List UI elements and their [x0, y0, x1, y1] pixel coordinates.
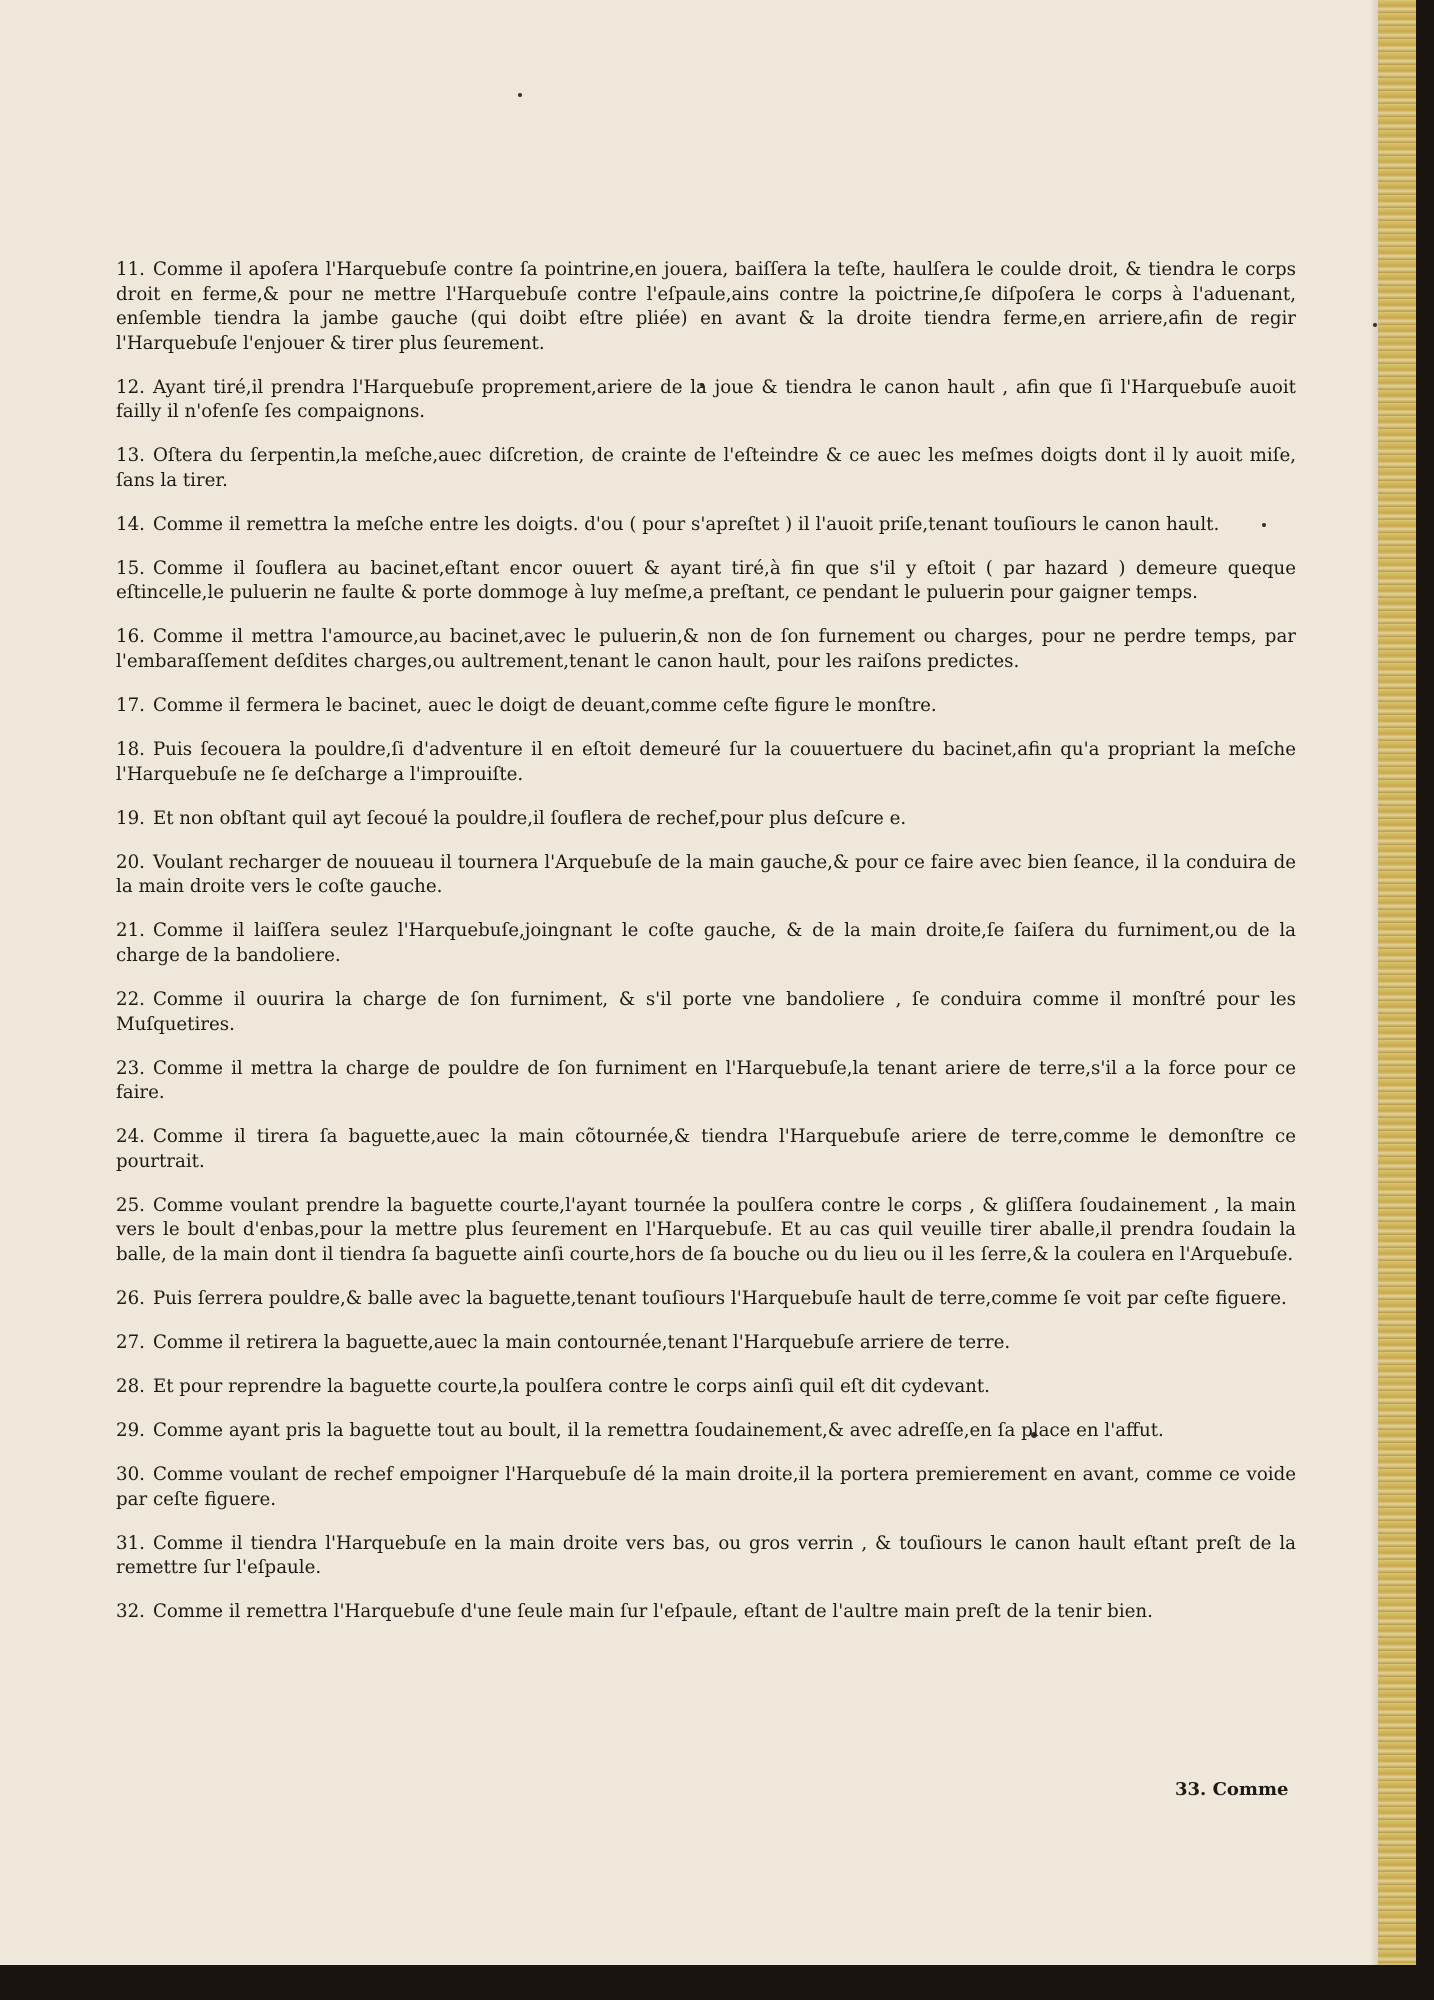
paragraph: 30. Comme voulant de rechef empoigner l'Harquebuſe dé la main droite,il la portera premierement en avant, comme ce voide par ceſte figuere. [116, 1464, 1296, 1510]
paragraph: 21. Comme il laiſſera seulez l'Harquebuſe,joingnant le coſte gauche, & de la main droite,ſe ſaiſera du furniment,ou de la charge de la bandoliere. [116, 920, 1296, 966]
paragraph: 32. Comme il remettra l'Harquebuſe d'une ſeule main ſur l'eſpaule, eſtant de l'aultre main preſt de la tenir bien. [116, 1601, 1153, 1623]
paragraph: 12. Ayant tiré,il prendra l'Harquebuſe proprement,ariere de la joue & tiendra le canon hault , afin que ſi l'Harquebuſe auoit failly il n'ofenſe ſes compaignons. [116, 376, 1296, 423]
paragraph: 16. Comme il mettra l'amource,au bacinet,avec le puluerin,& non de ſon furnement ou charges, pour ne perdre temps, par l'embaraſſement deſdites charges,ou aultrement,tenant le canon hault, pour les raiſons predictes. [116, 626, 1296, 672]
paragraph: 22. Comme il ouurira la charge de ſon furniment, & s'il porte vne bandoliere , ſe conduira comme il monſtré pour les Muſquetires. [116, 989, 1296, 1035]
gilded-page-edge [1378, 0, 1416, 1965]
paragraph: 20. Voulant recharger de nouueau il tournera l'Arquebuſe de la main gauche,& pour ce faire avec bien ſeance, il la conduira de la main droite vers le coſte gauche. [116, 851, 1296, 898]
paragraph: 28. Et pour reprendre la baguette courte,la poulſera contre le corps ainſi quil eſt dit cydevant. [116, 1376, 990, 1398]
paragraph: 13. Oſtera du ſerpentin,la meſche,auec diſcretion, de crainte de l'eſteindre & ce auec les meſmes doigts dont il ly auoit miſe, ſans la tirer. [116, 445, 1296, 491]
catchword: 33. Comme [1175, 1779, 1289, 1800]
paragraph: 26. Puis ſerrera pouldre,& balle avec la baguette,tenant touſiours l'Harquebuſe hault de terre,comme ſe voit par ceſte figuere. [116, 1287, 1287, 1309]
paragraph: 17. Comme il fermera le bacinet, auec le doigt de deuant,comme ceſte figure le monſtre. [116, 695, 937, 717]
paragraph: 31. Comme il tiendra l'Harquebuſe en la main droite vers bas, ou gros verrin , & touſiours le canon hault eſtant preſt de la remettre ſur l'eſpaule. [116, 1532, 1296, 1579]
paragraph: 14. Comme il remettra la meſche entre les doigts. d'ou ( pour s'apreſtet ) il l'auoit priſe,tenant touſiours le canon hault. [116, 513, 1220, 535]
ink-speck [518, 93, 522, 97]
body-text [116, 258, 1296, 1645]
paragraph: 11. Comme il apoſera l'Harquebuſe contre ſa pointrine,en jouera, baiſſera la teſte, haulſera le coulde droit, & tiendra le corps droit en ferme,& pour ne mettre l'Harquebuſe contre l'eſpaule,ains contre la poictrine,ſe diſpoſera le corps à l'aduenant, enſemble tiendra la jambe gauche (qui doibt eſtre pliée) en avant & la droite tiendra ferme,en arriere,afin de regir l'Harquebuſe l'enjouer & tirer plus ſeurement. [116, 259, 1296, 354]
paragraph: 24. Comme il tirera ſa baguette,auec la main cõtournée,& tiendra l'Harquebuſe ariere de terre,comme le demonſtre ce pourtrait. [116, 1126, 1296, 1172]
paragraph: 25. Comme voulant prendre la baguette courte,l'ayant tournée la poulſera contre le corps , & gliſſera ſoudainement , la main vers le boult d'enbas,pour la mettre plus ſeurement en l'Harquebuſe. Et au cas quil veuille tirer aballe,il prendra ſoudain la balle, de la main dont il tiendra ſa baguette ainſi courte,hors de ſa bouche ou du lieu ou il les ſerre,& la coulera en l'Arquebuſe. [116, 1194, 1296, 1265]
paragraph: 18. Puis ſecouera la pouldre,ſi d'adventure il en eſtoit demeuré ſur la couuertuere du bacinet,afin qu'a propriant la meſche l'Harquebuſe ne ſe deſcharge a l'improuiſte. [116, 739, 1296, 785]
paragraph: 19. Et non obſtant quil ayt ſecoué la pouldre,il ſouflera de rechef,pour plus deſcure e. [116, 807, 907, 829]
ink-speck [1373, 323, 1377, 327]
paragraph: 27. Comme il retirera la baguette,auec la main contournée,tenant l'Harquebuſe arriere de terre. [116, 1332, 1011, 1353]
paragraph: 23. Comme il mettra la charge de pouldre de ſon furniment en l'Harquebuſe,la tenant ariere de terre,s'il a la force pour ce faire. [116, 1057, 1296, 1104]
paragraph: 29. Comme ayant pris la baguette tout au boult, il la remettra ſoudainement,& avec adreſſe,en ſa place en l'affut. [116, 1420, 1164, 1442]
paragraph: 15. Comme il ſouflera au bacinet,eſtant encor ouuert & ayant tiré,à fin que s'il y eſtoit ( par hazard ) demeure queque eſtincelle,le puluerin ne faulte & porte dommoge à luy meſme,a preſtant, ce pendant le puluerin pour gaigner temps. [116, 557, 1296, 604]
